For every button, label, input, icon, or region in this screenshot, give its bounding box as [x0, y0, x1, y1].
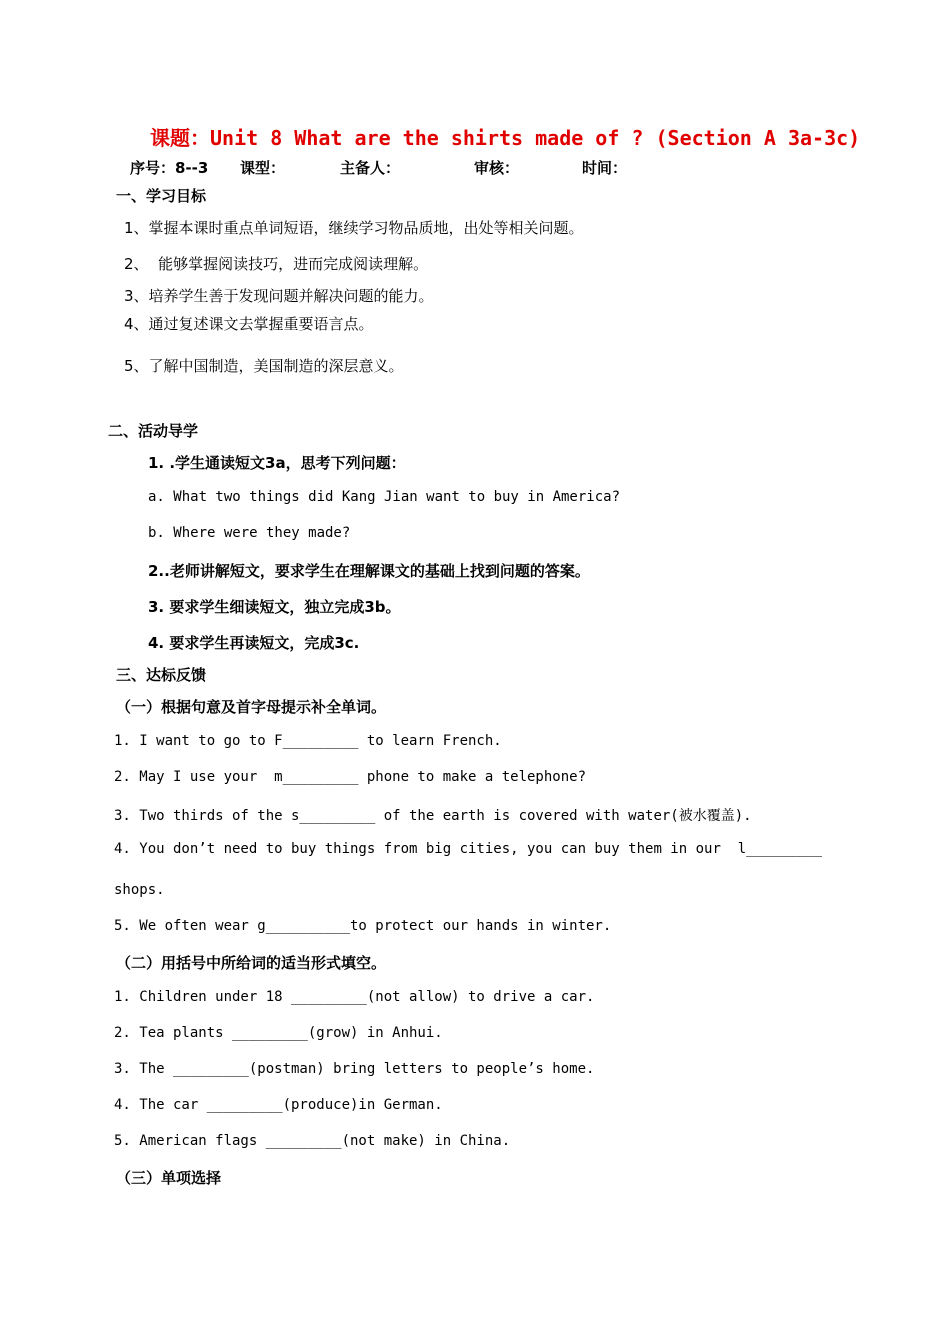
- exercise-item: 3. Two thirds of the s_________ of the earth is covered with water(被水覆盖).: [114, 808, 752, 824]
- exercise-item: 1. Children under 18 _________(not allow) to drive a car.: [114, 989, 595, 1005]
- section-heading-feedback: 三、达标反馈: [116, 666, 207, 684]
- exercise-item: 5. American flags _________(not make) in China.: [114, 1133, 511, 1149]
- exercise-item: 3. The _________(postman) bring letters to people’s home.: [114, 1061, 595, 1077]
- reviewer: 审核：: [474, 159, 520, 177]
- section-heading-activities: 二、活动导学: [108, 422, 199, 440]
- activity-step: 4. 要求学生再读短文，完成3c.: [148, 634, 360, 652]
- part-heading: （三）单项选择: [116, 1169, 222, 1187]
- objective-item: 1、掌握本课时重点单词短语，继续学习物品质地，出处等相关问题。: [124, 219, 584, 237]
- activity-step: 3. 要求学生细读短文，独立完成3b。: [148, 598, 401, 616]
- activity-step: 2..老师讲解短文，要求学生在理解课文的基础上找到问题的答案。: [148, 562, 590, 580]
- objective-item: 2、 能够掌握阅读技巧，进而完成阅读理解。: [124, 255, 429, 273]
- exercise-item: 5. We often wear g__________to protect our hands in winter.: [114, 918, 612, 934]
- exercise-item-continuation: shops.: [114, 882, 165, 898]
- objective-item: 5、了解中国制造，美国制造的深层意义。: [124, 357, 404, 375]
- exercise-item: 2. May I use your m_________ phone to make a telephone?: [114, 769, 587, 785]
- lesson-type: 课型：: [240, 159, 286, 177]
- time: 时间：: [582, 159, 628, 177]
- question-b: b. Where were they made?: [148, 525, 351, 541]
- exercise-item: 4. The car _________(produce)in German.: [114, 1097, 443, 1113]
- question-a: a. What two things did Kang Jian want to buy in America?: [148, 489, 621, 505]
- section-heading-objectives: 一、学习目标: [116, 187, 207, 205]
- activity-step: 1. .学生通读短文3a，思考下列问题：: [148, 454, 406, 472]
- exercise-item: 4. You don’t need to buy things from big cities, you can buy them in our l_________: [114, 841, 823, 857]
- objective-item: 4、通过复述课文去掌握重要语言点。: [124, 315, 374, 333]
- preparer: 主备人：: [340, 159, 401, 177]
- serial-number: 序号：8--3: [130, 159, 209, 177]
- page-title: 课题：Unit 8 What are the shirts made of ? (Section A 3a-3c): [150, 126, 861, 150]
- exercise-item: 2. Tea plants _________(grow) in Anhui.: [114, 1025, 443, 1041]
- objective-item: 3、培养学生善于发现问题并解决问题的能力。: [124, 287, 434, 305]
- part-heading: （二）用括号中所给词的适当形式填空。: [116, 954, 387, 972]
- part-heading: （一）根据句意及首字母提示补全单词。: [116, 698, 387, 716]
- exercise-item: 1. I want to go to F_________ to learn French.: [114, 733, 502, 749]
